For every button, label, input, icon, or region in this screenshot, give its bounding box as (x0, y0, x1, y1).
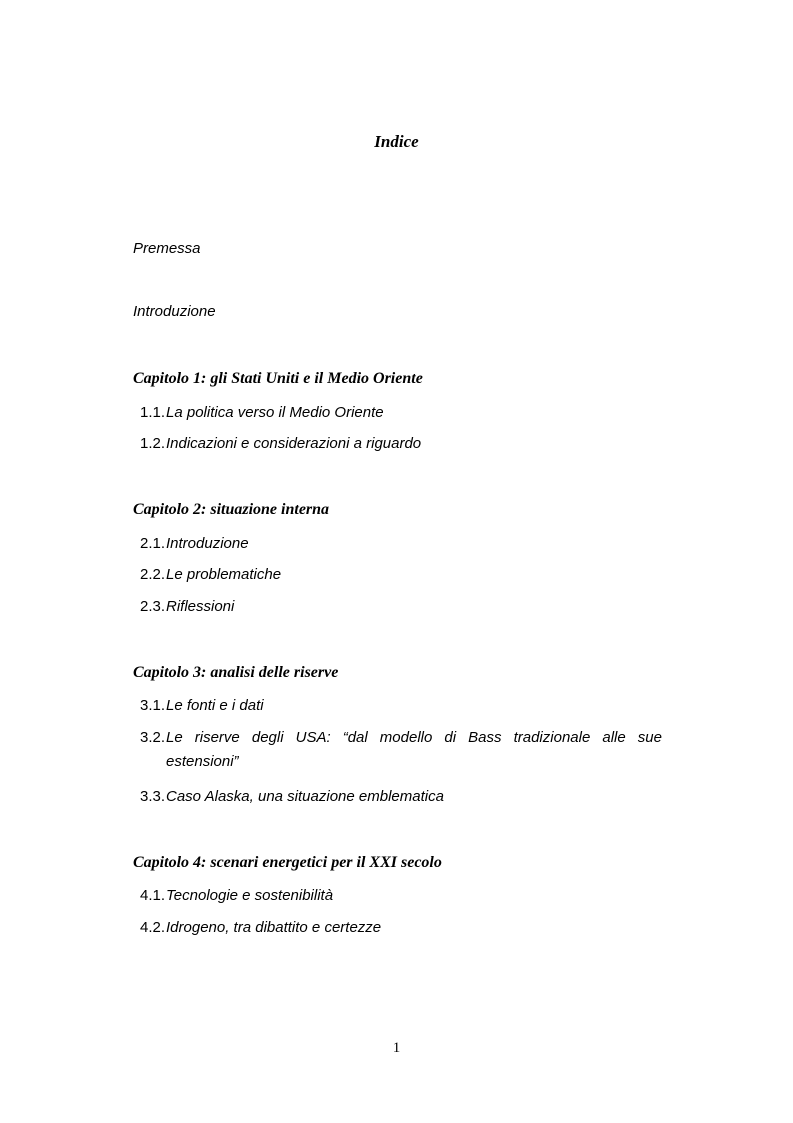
section-title: Tecnologie e sostenibilità (166, 887, 334, 904)
toc-section-4-1 (140, 887, 333, 904)
section-number: 2.2. (140, 566, 166, 583)
chapter-4-heading: Capitolo 4: scenari energetici per il XXI secolo (133, 854, 442, 871)
section-number: 2.1. (140, 535, 166, 552)
section-title-line1: Le riserve degli USA: “dal modello di Bass tradizionale alle sue (166, 729, 662, 746)
section-title: Idrogeno, tra dibattito e certezze (166, 919, 382, 936)
section-number: 3.2. (140, 729, 166, 746)
toc-entry-introduzione: Introduzione (133, 303, 216, 320)
section-number: 1.2. (140, 435, 166, 452)
section-title: La politica verso il Medio Oriente (166, 404, 384, 421)
section-number: 2.3. (140, 598, 166, 615)
section-title: Riflessioni (166, 598, 235, 615)
toc-section-1-1 (140, 404, 384, 421)
chapter-3-heading: Capitolo 3: analisi delle riserve (133, 664, 339, 681)
toc-section-1-2 (140, 435, 421, 452)
toc-section-3-1 (140, 697, 264, 714)
section-number: 4.1. (140, 887, 166, 904)
section-number: 3.3. (140, 788, 166, 805)
section-title-line2: estensioni” (166, 753, 239, 770)
section-title: Caso Alaska, una situazione emblematica (166, 788, 444, 805)
page-number: 1 (392, 1040, 401, 1056)
section-number: 4.2. (140, 919, 166, 936)
chapter-1-heading: Capitolo 1: gli Stati Uniti e il Medio Oriente (133, 370, 423, 387)
toc-section-2-2 (140, 566, 281, 583)
section-title: Indicazioni e considerazioni a riguardo (166, 435, 422, 452)
chapter-2-heading: Capitolo 2: situazione interna (133, 501, 330, 518)
section-title: Le fonti e i dati (166, 697, 264, 714)
toc-section-4-2 (140, 919, 381, 936)
toc-section-3-3 (140, 788, 444, 805)
page-title: Indice (374, 132, 419, 151)
toc-section-3-2 (140, 729, 662, 770)
section-title: Le problematiche (166, 566, 282, 583)
section-title: Introduzione (166, 535, 249, 552)
toc-entry-premessa: Premessa (133, 240, 201, 257)
toc-section-2-3 (140, 598, 234, 615)
section-number: 1.1. (140, 404, 166, 421)
section-number: 3.1. (140, 697, 166, 714)
toc-section-2-1 (140, 535, 249, 552)
